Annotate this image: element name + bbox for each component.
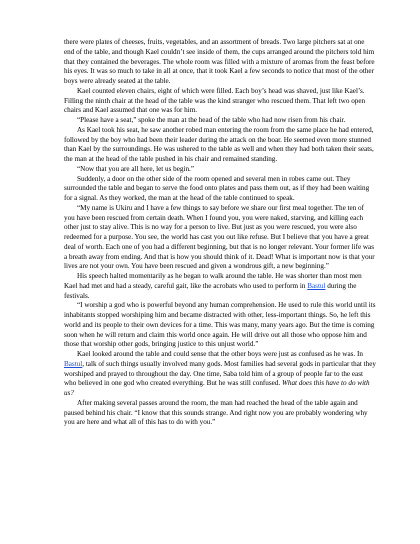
text-run: “My name is Ukiru and I have a few things to say before we share our first meal together. The ten of you have been rescued from certain death. When I found you, you were naked, starving, and killing each other just to stay alive. This is no way for a person to live. But just as you were rescued, you were also redeemed for a purpose. You see, the world has cast you out like refuse. But I believe that you have a great deal of worth. Each one of you had a different beginning, but that is no longer relevant. Your former life was a breath away from ending. And that is how you should think of it. Dead! What is important now is that your lives are not your own. You have been rescued and given a wondrous gift, a new beginning.” xyxy=(64,203,375,271)
text-run: during the festivals. xyxy=(64,281,357,300)
text-run: “Now that you are all here, let us begin.” xyxy=(77,164,194,173)
paragraph xyxy=(64,116,376,126)
text-run: “I worship a god who is powerful beyond any human comprehension. He used to rule this world until its inhabitants stopped worshiping him and became distracted with other, less-important things. So, he left this world and its people to their own devices for a time. This was many, many years ago. But the time is coming soon when he will return and claim this world once again. He will drive out all those who oppose him and those that worship other gods, bringing justice to this unjust world.” xyxy=(64,301,376,349)
paragraph xyxy=(64,175,376,204)
text-run: Kael counted eleven chairs, eight of which were filled. Each boy’s head was shaved, just like Kael’s. Filling the ninth chair at the head of the table was the kind stranger who rescued them. That left two open chairs and Kael assumed that one was for him. xyxy=(64,86,366,115)
italic-thought: What does this have to do with us? xyxy=(64,379,370,397)
paragraph xyxy=(64,272,376,301)
place-link[interactable]: Bastul xyxy=(307,281,326,290)
paragraph xyxy=(64,301,376,350)
paragraph xyxy=(64,204,376,272)
text-run: Suddenly, a door on the other side of the room opened and several men in robes came out. They surrounded the table and began to serve the food onto plates and pass them out, as if they had been waiting for a signal. As they worked, the man at the head of the table continued to speak. xyxy=(64,174,370,202)
text-run: As Kael took his seat, he saw another robed man entering the room from the same place he had entered, followed by the boy who had been their leader during the attack on the boar. He seemed even more stunned than Kael by the surroundings. He was ushered to the table as well and when they had both taken their seats, the man at the head of the table pushed in his chair and remained standing. xyxy=(64,125,374,163)
document-body xyxy=(64,38,376,428)
text-run: His speech halted momentarily as he began to walk around the table. He was shorter than most men Kael had met and had a steady, careful gait, like the acrobats who used to perform in xyxy=(64,272,362,290)
paragraph xyxy=(64,38,376,87)
text-run: there were plates of cheeses, fruits, vegetables, and an assortment of breads. Two large pitchers sat at one end of the table, and though Kael couldn’t see inside of them, the cups arranged around the pitchers told him that they contained the beverages. The whole room was filled with a mixture of aromas from the feast before his eyes. It was so much to take in all at once, that it took Kael a few seconds to notice that most of the other boys were already seated at the table. xyxy=(64,38,375,85)
text-run: After making several passes around the room, the man had reached the head of the table again and paused behind his chair. “I know that this sounds strange. And right now you are probably wondering why you are here and what all of this has to do with you.” xyxy=(64,398,368,427)
place-link[interactable]: Bastul xyxy=(64,359,83,368)
text-run: “Please have a seat,” spoke the man at the head of the table who had now risen from his chair. xyxy=(77,116,346,124)
paragraph xyxy=(64,165,376,175)
paragraph xyxy=(64,399,376,428)
text-run: , talk of such things usually involved many gods. Most families had several gods in particular that they worshiped and prayed to throughout the day. One time, Saba told him of a group of people far to the east who believed in one god who created everything. But he was still confused. xyxy=(64,359,376,388)
text-run: Kael looked around the table and could sense that the other boys were just as confused as he was. In xyxy=(77,350,363,358)
paragraph xyxy=(64,350,376,399)
paragraph xyxy=(64,87,376,116)
paragraph xyxy=(64,126,376,165)
